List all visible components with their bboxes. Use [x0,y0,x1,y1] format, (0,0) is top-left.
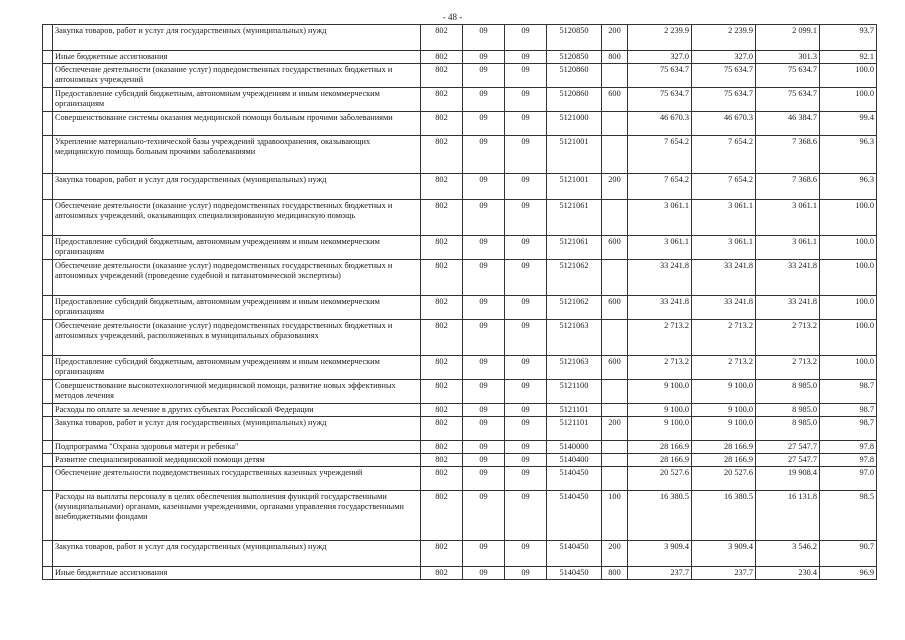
expense-type-cell: 600 [602,236,628,260]
section-code-cell: 09 [463,380,505,404]
target-article-cell: 5121061 [547,200,602,236]
target-article-cell: 5121101 [547,417,602,441]
row-margin-cell [43,296,53,320]
target-article-cell: 5121001 [547,174,602,200]
executed-amount-cell: 8 985.0 [756,380,820,404]
target-article-cell: 5140400 [547,454,602,467]
execution-percent-cell: 100.0 [820,260,877,296]
section-code-cell: 09 [463,441,505,454]
row-name-cell: Иные бюджетные ассигнования [53,567,421,580]
execution-percent-cell: 100.0 [820,200,877,236]
expense-type-cell [602,380,628,404]
planned-amount-cell: 2 239.9 [692,25,756,51]
row-name-cell: Совершенствование высокотехнологичной медицинской помощи, развитие новых эффективных методов лечения [53,380,421,404]
section-code-cell: 09 [463,491,505,541]
table-row [43,296,877,320]
ministry-code-cell: 802 [421,441,463,454]
expense-type-cell [602,136,628,174]
executed-amount-cell: 33 241.8 [756,296,820,320]
planned-amount-cell: 237.7 [692,567,756,580]
section-code-cell: 09 [463,296,505,320]
execution-percent-cell: 100.0 [820,320,877,356]
row-margin-cell [43,200,53,236]
subsection-code-cell: 09 [505,51,547,64]
row-margin-cell [43,454,53,467]
expense-type-cell: 600 [602,296,628,320]
planned-amount-cell: 28 166.9 [692,441,756,454]
planned-amount-cell: 75 634.7 [692,88,756,112]
expense-type-cell: 200 [602,541,628,567]
target-article-cell: 5121001 [547,136,602,174]
target-article-cell: 5121063 [547,320,602,356]
execution-percent-cell: 100.0 [820,64,877,88]
target-article-cell: 5121101 [547,404,602,417]
approved-amount-cell: 20 527.6 [628,467,692,491]
row-name-cell: Закупка товаров, работ и услуг для государственных (муниципальных) нужд [53,417,421,441]
section-code-cell: 09 [463,200,505,236]
approved-amount-cell: 7 654.2 [628,174,692,200]
ministry-code-cell: 802 [421,541,463,567]
table-row [43,380,877,404]
executed-amount-cell: 27 547.7 [756,454,820,467]
target-article-cell: 5121061 [547,236,602,260]
ministry-code-cell: 802 [421,296,463,320]
section-code-cell: 09 [463,136,505,174]
table-row [43,404,877,417]
section-code-cell: 09 [463,174,505,200]
expense-type-cell: 100 [602,491,628,541]
execution-percent-cell: 100.0 [820,88,877,112]
planned-amount-cell: 9 100.0 [692,417,756,441]
planned-amount-cell: 3 909.4 [692,541,756,567]
row-margin-cell [43,541,53,567]
approved-amount-cell: 2 239.9 [628,25,692,51]
executed-amount-cell: 2 099.1 [756,25,820,51]
budget-table-container [42,24,877,580]
planned-amount-cell: 46 670.3 [692,112,756,136]
executed-amount-cell: 301.3 [756,51,820,64]
subsection-code-cell: 09 [505,541,547,567]
ministry-code-cell: 802 [421,136,463,174]
ministry-code-cell: 802 [421,567,463,580]
execution-percent-cell: 97.8 [820,441,877,454]
executed-amount-cell: 230.4 [756,567,820,580]
approved-amount-cell: 3 909.4 [628,541,692,567]
subsection-code-cell: 09 [505,200,547,236]
table-row [43,174,877,200]
planned-amount-cell: 7 654.2 [692,136,756,174]
approved-amount-cell: 33 241.8 [628,296,692,320]
section-code-cell: 09 [463,112,505,136]
page-number: - 48 - [442,12,463,22]
subsection-code-cell: 09 [505,174,547,200]
executed-amount-cell: 8 985.0 [756,404,820,417]
row-name-cell: Совершенствование системы оказания медицинской помощи больным прочими заболеваниями [53,112,421,136]
executed-amount-cell: 3 061.1 [756,200,820,236]
executed-amount-cell: 3 546.2 [756,541,820,567]
approved-amount-cell: 28 166.9 [628,454,692,467]
approved-amount-cell: 28 166.9 [628,441,692,454]
planned-amount-cell: 3 061.1 [692,236,756,260]
approved-amount-cell: 327.0 [628,51,692,64]
table-row [43,112,877,136]
subsection-code-cell: 09 [505,320,547,356]
executed-amount-cell: 75 634.7 [756,88,820,112]
ministry-code-cell: 802 [421,404,463,417]
expense-type-cell [602,404,628,417]
execution-percent-cell: 100.0 [820,356,877,380]
row-margin-cell [43,491,53,541]
approved-amount-cell: 46 670.3 [628,112,692,136]
row-name-cell: Укрепление материально-технической базы учреждений здравоохранения, оказывающих медицинскую помощь больным прочими заболеваниями [53,136,421,174]
expense-type-cell [602,467,628,491]
execution-percent-cell: 99.4 [820,112,877,136]
execution-percent-cell: 90.7 [820,541,877,567]
planned-amount-cell: 327.0 [692,51,756,64]
planned-amount-cell: 3 061.1 [692,200,756,236]
planned-amount-cell: 2 713.2 [692,320,756,356]
ministry-code-cell: 802 [421,417,463,441]
execution-percent-cell: 96.9 [820,567,877,580]
execution-percent-cell: 96.3 [820,136,877,174]
expense-type-cell [602,64,628,88]
subsection-code-cell: 09 [505,417,547,441]
row-margin-cell [43,441,53,454]
target-article-cell: 5140000 [547,441,602,454]
budget-table [42,24,877,580]
approved-amount-cell: 3 061.1 [628,236,692,260]
execution-percent-cell: 100.0 [820,236,877,260]
target-article-cell: 5140450 [547,541,602,567]
execution-percent-cell: 97.8 [820,454,877,467]
expense-type-cell [602,320,628,356]
executed-amount-cell: 8 985.0 [756,417,820,441]
subsection-code-cell: 09 [505,236,547,260]
expense-type-cell [602,200,628,236]
approved-amount-cell: 9 100.0 [628,404,692,417]
target-article-cell: 5120850 [547,25,602,51]
table-row [43,260,877,296]
approved-amount-cell: 3 061.1 [628,200,692,236]
execution-percent-cell: 98.7 [820,417,877,441]
section-code-cell: 09 [463,404,505,417]
section-code-cell: 09 [463,64,505,88]
row-name-cell: Обеспечение деятельности (оказание услуг) подведомственных государственных бюджетных и автономных учреждений (проведение судебной и патанатомической экспертизы) [53,260,421,296]
table-row [43,541,877,567]
subsection-code-cell: 09 [505,567,547,580]
subsection-code-cell: 09 [505,356,547,380]
subsection-code-cell: 09 [505,64,547,88]
subsection-code-cell: 09 [505,136,547,174]
expense-type-cell: 600 [602,88,628,112]
row-name-cell: Предоставление субсидий бюджетным, автономным учреждениям и иным некоммерческим организациям [53,88,421,112]
target-article-cell: 5140450 [547,491,602,541]
execution-percent-cell: 98.7 [820,404,877,417]
subsection-code-cell: 09 [505,296,547,320]
subsection-code-cell: 09 [505,112,547,136]
table-row [43,200,877,236]
planned-amount-cell: 9 100.0 [692,404,756,417]
ministry-code-cell: 802 [421,356,463,380]
approved-amount-cell: 75 634.7 [628,64,692,88]
target-article-cell: 5140450 [547,567,602,580]
approved-amount-cell: 9 100.0 [628,417,692,441]
subsection-code-cell: 09 [505,467,547,491]
execution-percent-cell: 96.3 [820,174,877,200]
target-article-cell: 5121000 [547,112,602,136]
ministry-code-cell: 802 [421,320,463,356]
table-row [43,454,877,467]
planned-amount-cell: 2 713.2 [692,356,756,380]
executed-amount-cell: 46 384.7 [756,112,820,136]
section-code-cell: 09 [463,417,505,441]
subsection-code-cell: 09 [505,260,547,296]
subsection-code-cell: 09 [505,491,547,541]
row-margin-cell [43,417,53,441]
row-name-cell: Обеспечение деятельности подведомственных государственных казенных учреждений [53,467,421,491]
subsection-code-cell: 09 [505,441,547,454]
section-code-cell: 09 [463,260,505,296]
planned-amount-cell: 28 166.9 [692,454,756,467]
ministry-code-cell: 802 [421,200,463,236]
table-row [43,236,877,260]
target-article-cell: 5121062 [547,260,602,296]
execution-percent-cell: 97.0 [820,467,877,491]
ministry-code-cell: 802 [421,260,463,296]
section-code-cell: 09 [463,541,505,567]
table-row [43,64,877,88]
row-name-cell: Предоставление субсидий бюджетным, автономным учреждениям и иным некоммерческим организациям [53,296,421,320]
row-margin-cell [43,260,53,296]
ministry-code-cell: 802 [421,174,463,200]
approved-amount-cell: 75 634.7 [628,88,692,112]
approved-amount-cell: 237.7 [628,567,692,580]
subsection-code-cell: 09 [505,454,547,467]
executed-amount-cell: 7 368.6 [756,136,820,174]
ministry-code-cell: 802 [421,236,463,260]
row-name-cell: Расходы по оплате за лечение в других субъектах Российской Федерации [53,404,421,417]
table-row [43,417,877,441]
executed-amount-cell: 2 713.2 [756,320,820,356]
section-code-cell: 09 [463,236,505,260]
expense-type-cell: 800 [602,51,628,64]
table-row [43,51,877,64]
section-code-cell: 09 [463,356,505,380]
table-row [43,567,877,580]
row-name-cell: Закупка товаров, работ и услуг для государственных (муниципальных) нужд [53,541,421,567]
row-margin-cell [43,567,53,580]
row-margin-cell [43,467,53,491]
target-article-cell: 5121063 [547,356,602,380]
executed-amount-cell: 19 908.4 [756,467,820,491]
subsection-code-cell: 09 [505,404,547,417]
row-margin-cell [43,356,53,380]
row-margin-cell [43,112,53,136]
section-code-cell: 09 [463,567,505,580]
approved-amount-cell: 16 380.5 [628,491,692,541]
approved-amount-cell: 7 654.2 [628,136,692,174]
section-code-cell: 09 [463,467,505,491]
row-name-cell: Закупка товаров, работ и услуг для государственных (муниципальных) нужд [53,25,421,51]
table-row [43,320,877,356]
row-name-cell: Подпрограмма "Охрана здоровья матери и ребенка" [53,441,421,454]
table-body [43,25,877,580]
row-name-cell: Обеспечение деятельности (оказание услуг) подведомственных государственных бюджетных и автономных учреждений, расположенных в муниципальных образованиях [53,320,421,356]
executed-amount-cell: 3 061.1 [756,236,820,260]
executed-amount-cell: 16 131.8 [756,491,820,541]
executed-amount-cell: 2 713.2 [756,356,820,380]
section-code-cell: 09 [463,51,505,64]
ministry-code-cell: 802 [421,454,463,467]
planned-amount-cell: 33 241.8 [692,260,756,296]
target-article-cell: 5120860 [547,88,602,112]
expense-type-cell: 200 [602,174,628,200]
expense-type-cell: 800 [602,567,628,580]
subsection-code-cell: 09 [505,25,547,51]
row-name-cell: Предоставление субсидий бюджетным, автономным учреждениям и иным некоммерческим организациям [53,356,421,380]
table-row [43,491,877,541]
subsection-code-cell: 09 [505,380,547,404]
ministry-code-cell: 802 [421,112,463,136]
approved-amount-cell: 9 100.0 [628,380,692,404]
approved-amount-cell: 2 713.2 [628,320,692,356]
planned-amount-cell: 7 654.2 [692,174,756,200]
approved-amount-cell: 33 241.8 [628,260,692,296]
target-article-cell: 5121062 [547,296,602,320]
table-row [43,25,877,51]
table-row [43,356,877,380]
planned-amount-cell: 16 380.5 [692,491,756,541]
target-article-cell: 5140450 [547,467,602,491]
row-margin-cell [43,404,53,417]
section-code-cell: 09 [463,88,505,112]
row-name-cell: Развитие специализированной медицинской помощи детям [53,454,421,467]
planned-amount-cell: 33 241.8 [692,296,756,320]
row-margin-cell [43,51,53,64]
expense-type-cell [602,260,628,296]
subsection-code-cell: 09 [505,88,547,112]
expense-type-cell: 200 [602,417,628,441]
ministry-code-cell: 802 [421,380,463,404]
ministry-code-cell: 802 [421,64,463,88]
target-article-cell: 5120850 [547,51,602,64]
row-margin-cell [43,64,53,88]
row-margin-cell [43,320,53,356]
section-code-cell: 09 [463,25,505,51]
execution-percent-cell: 100.0 [820,296,877,320]
ministry-code-cell: 802 [421,51,463,64]
row-margin-cell [43,25,53,51]
row-name-cell: Закупка товаров, работ и услуг для государственных (муниципальных) нужд [53,174,421,200]
ministry-code-cell: 802 [421,25,463,51]
approved-amount-cell: 2 713.2 [628,356,692,380]
expense-type-cell [602,454,628,467]
target-article-cell: 5121100 [547,380,602,404]
row-name-cell: Расходы на выплаты персоналу в целях обеспечения выполнения функций государственными (муниципальными) органами, казенными учреждениями, органами управления государственными внебюджетными фондами [53,491,421,541]
expense-type-cell: 200 [602,25,628,51]
expense-type-cell: 600 [602,356,628,380]
execution-percent-cell: 98.5 [820,491,877,541]
row-name-cell: Предоставление субсидий бюджетным, автономным учреждениям и иным некоммерческим организациям [53,236,421,260]
target-article-cell: 5120860 [547,64,602,88]
planned-amount-cell: 9 100.0 [692,380,756,404]
row-margin-cell [43,236,53,260]
section-code-cell: 09 [463,454,505,467]
row-name-cell: Обеспечение деятельности (оказание услуг) подведомственных государственных бюджетных и автономных учреждений, оказывающих специализированную медицинскую помощь [53,200,421,236]
ministry-code-cell: 802 [421,467,463,491]
row-margin-cell [43,380,53,404]
table-row [43,441,877,454]
executed-amount-cell: 7 368.6 [756,174,820,200]
expense-type-cell [602,441,628,454]
executed-amount-cell: 75 634.7 [756,64,820,88]
row-margin-cell [43,174,53,200]
executed-amount-cell: 27 547.7 [756,441,820,454]
execution-percent-cell: 92.1 [820,51,877,64]
row-margin-cell [43,88,53,112]
executed-amount-cell: 33 241.8 [756,260,820,296]
table-row [43,467,877,491]
row-name-cell: Обеспечение деятельности (оказание услуг) подведомственных государственных бюджетных и автономных учреждений [53,64,421,88]
expense-type-cell [602,112,628,136]
execution-percent-cell: 98.7 [820,380,877,404]
ministry-code-cell: 802 [421,88,463,112]
row-name-cell: Иные бюджетные ассигнования [53,51,421,64]
table-row [43,136,877,174]
planned-amount-cell: 75 634.7 [692,64,756,88]
planned-amount-cell: 20 527.6 [692,467,756,491]
section-code-cell: 09 [463,320,505,356]
execution-percent-cell: 93.7 [820,25,877,51]
row-margin-cell [43,136,53,174]
table-row [43,88,877,112]
ministry-code-cell: 802 [421,491,463,541]
